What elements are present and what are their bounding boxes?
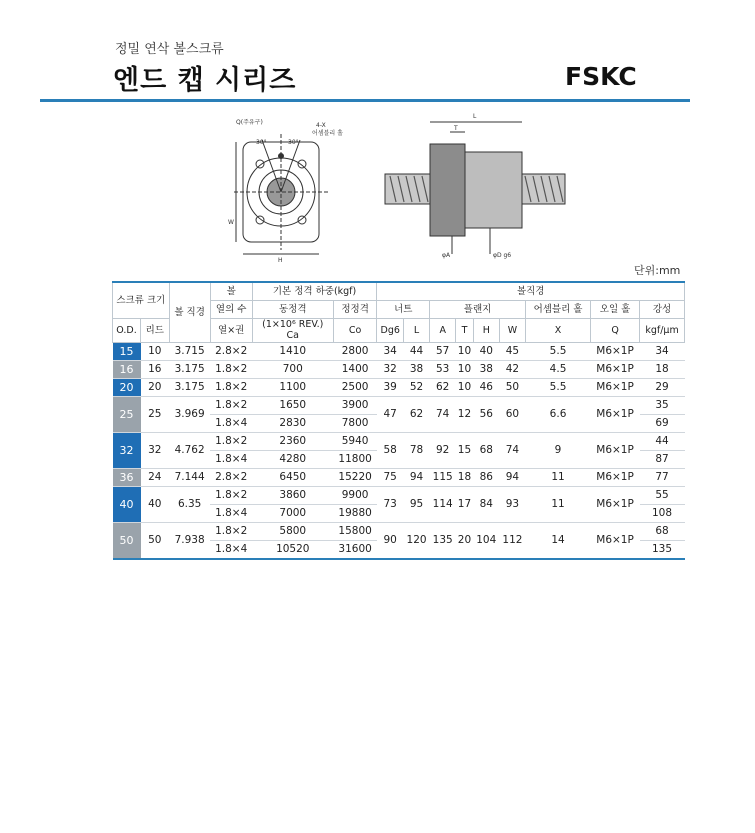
table-cell: 108	[640, 504, 685, 522]
table-cell: 1.8×4	[210, 540, 252, 559]
table-cell: 25	[113, 396, 141, 432]
col-od: O.D.	[113, 319, 141, 343]
table-cell: 2.8×2	[210, 468, 252, 486]
table-cell: 115	[430, 468, 456, 486]
series-subtitle: 정밀 연삭 볼스크류	[115, 42, 224, 57]
table-cell: 15220	[333, 468, 377, 486]
table-cell: 1.8×2	[210, 522, 252, 540]
table-cell: 74	[499, 432, 525, 468]
table-cell: 58	[377, 432, 404, 468]
col-a: A	[430, 319, 456, 343]
table-cell: 75	[377, 468, 404, 486]
table-cell: 93	[499, 486, 525, 522]
table-cell: 50	[499, 378, 525, 396]
table-cell: 19880	[333, 504, 377, 522]
table-cell: 3860	[252, 486, 333, 504]
table-cell: 25	[141, 396, 170, 432]
table-cell: 24	[141, 468, 170, 486]
table-cell: 135	[430, 522, 456, 559]
table-cell: 1.8×2	[210, 432, 252, 450]
page-title: 엔드 캡 시리즈	[113, 65, 297, 96]
col-q: Q	[591, 319, 640, 343]
table-row	[113, 396, 685, 414]
model-code: FSKC	[565, 62, 637, 91]
header-divider	[40, 99, 690, 102]
table-cell: 36	[113, 468, 141, 486]
table-cell: 6450	[252, 468, 333, 486]
table-cell: 5940	[333, 432, 377, 450]
col-dimensions: 볼직경	[377, 282, 685, 301]
col-flange: 플랜지	[430, 301, 526, 319]
table-cell: 7.938	[169, 522, 210, 559]
table-cell: 1410	[252, 342, 333, 360]
table-cell: 47	[377, 396, 404, 432]
table-cell: 35	[640, 396, 685, 414]
unit-label: 단위:mm	[634, 264, 681, 277]
a-dim-label: φA	[442, 252, 451, 259]
table-cell: 5.5	[525, 378, 590, 396]
table-cell: 114	[430, 486, 456, 522]
table-cell: 40	[113, 486, 141, 522]
table-cell: 50	[141, 522, 170, 559]
table-cell: 68	[640, 522, 685, 540]
col-co: Co	[333, 319, 377, 343]
table-row	[113, 468, 685, 486]
table-cell: 700	[252, 360, 333, 378]
assembly-hole-label: 어셈블리 홀	[312, 130, 343, 137]
table-cell: 15	[113, 342, 141, 360]
col-oil: 오일 홀	[591, 301, 640, 319]
table-cell: 40	[141, 486, 170, 522]
table-cell: 39	[377, 378, 404, 396]
table-cell: 44	[640, 432, 685, 450]
hole-count-label: 4-X	[316, 122, 326, 129]
angle-left-label: 30°	[256, 139, 267, 146]
table-cell: 4.5	[525, 360, 590, 378]
table-cell: 2.8×2	[210, 342, 252, 360]
table-cell: 1.8×4	[210, 504, 252, 522]
table-cell: 56	[473, 396, 499, 432]
col-l: L	[403, 319, 429, 343]
table-cell: 2360	[252, 432, 333, 450]
col-ca: (1×10⁶ REV.) Ca	[252, 319, 333, 343]
table-row	[113, 486, 685, 504]
table-cell: 9	[525, 432, 590, 468]
dg6-dim-label: φD g6	[493, 252, 512, 259]
table-row	[113, 360, 685, 378]
table-cell: 5.5	[525, 342, 590, 360]
table-cell: 1650	[252, 396, 333, 414]
table-cell: 4280	[252, 450, 333, 468]
table-cell: 77	[640, 468, 685, 486]
table-cell: 31600	[333, 540, 377, 559]
table-cell: 46	[473, 378, 499, 396]
technical-drawing	[0, 104, 755, 264]
table-cell: 1100	[252, 378, 333, 396]
table-cell: 10	[456, 342, 473, 360]
col-rigidity: 강성	[640, 301, 685, 319]
col-dg6: Dg6	[377, 319, 404, 343]
col-screw-size: 스크류 크기	[113, 282, 170, 319]
col-x: X	[525, 319, 590, 343]
table-cell: 69	[640, 414, 685, 432]
table-cell: 7.144	[169, 468, 210, 486]
table-cell: 32	[141, 432, 170, 468]
table-cell: 52	[403, 378, 429, 396]
table-cell: 40	[473, 342, 499, 360]
table-cell: 32	[113, 432, 141, 468]
front-view	[234, 134, 328, 254]
col-assembly: 어셈블리 홀	[525, 301, 590, 319]
table-cell: 1.8×2	[210, 378, 252, 396]
table-cell: 17	[456, 486, 473, 522]
table-cell: 18	[640, 360, 685, 378]
table-cell: 14	[525, 522, 590, 559]
table-cell: 1.8×2	[210, 486, 252, 504]
col-circuit-count: 열의 수	[210, 301, 252, 319]
table-cell: 87	[640, 450, 685, 468]
table-cell: 6.6	[525, 396, 590, 432]
table-cell: 62	[430, 378, 456, 396]
table-cell: 32	[377, 360, 404, 378]
col-ball-dia: 볼 직경	[169, 282, 210, 342]
l-dim-label: L	[473, 113, 477, 120]
col-t: T	[456, 319, 473, 343]
table-cell: 73	[377, 486, 404, 522]
table-cell: 10520	[252, 540, 333, 559]
table-cell: 104	[473, 522, 499, 559]
table-cell: 1.8×2	[210, 360, 252, 378]
table-cell: 135	[640, 540, 685, 559]
table-cell: 3.715	[169, 342, 210, 360]
table-row	[113, 522, 685, 540]
table-cell: 68	[473, 432, 499, 468]
table-cell: M6×1P	[591, 396, 640, 432]
table-cell: 2800	[333, 342, 377, 360]
t-dim-label: T	[454, 125, 458, 132]
table-cell: 10	[456, 360, 473, 378]
table-cell: 11	[525, 468, 590, 486]
table-cell: M6×1P	[591, 432, 640, 468]
table-cell: 6.35	[169, 486, 210, 522]
col-static: 정정격	[333, 301, 377, 319]
table-cell: 90	[377, 522, 404, 559]
spec-table	[112, 281, 685, 560]
table-cell: 1.8×2	[210, 396, 252, 414]
table-cell: 7000	[252, 504, 333, 522]
table-cell: 11	[525, 486, 590, 522]
oil-hole-label: Q(주유구)	[236, 119, 263, 126]
table-cell: 55	[640, 486, 685, 504]
table-cell: 16	[141, 360, 170, 378]
table-cell: 2500	[333, 378, 377, 396]
table-cell: 2830	[252, 414, 333, 432]
col-nut: 너트	[377, 301, 430, 319]
table-cell: 94	[403, 468, 429, 486]
table-cell: 34	[377, 342, 404, 360]
table-cell: 84	[473, 486, 499, 522]
table-cell: 50	[113, 522, 141, 559]
table-cell: 29	[640, 378, 685, 396]
table-cell: 3.969	[169, 396, 210, 432]
table-cell: 20	[113, 378, 141, 396]
side-view	[385, 122, 565, 254]
table-cell: M6×1P	[591, 378, 640, 396]
table-cell: M6×1P	[591, 486, 640, 522]
table-cell: 120	[403, 522, 429, 559]
table-cell: 86	[473, 468, 499, 486]
table-cell: 10	[456, 378, 473, 396]
table-cell: 3900	[333, 396, 377, 414]
table-cell: 94	[499, 468, 525, 486]
table-cell: M6×1P	[591, 522, 640, 559]
table-cell: 1400	[333, 360, 377, 378]
col-circuit: 열×권	[210, 319, 252, 343]
table-cell: 10	[141, 342, 170, 360]
table-cell: 62	[403, 396, 429, 432]
table-cell: 20	[456, 522, 473, 559]
table-cell: 45	[499, 342, 525, 360]
table-cell: 38	[403, 360, 429, 378]
col-w: W	[499, 319, 525, 343]
table-cell: 74	[430, 396, 456, 432]
table-cell: 1.8×4	[210, 450, 252, 468]
table-cell: 11800	[333, 450, 377, 468]
table-cell: 18	[456, 468, 473, 486]
table-row	[113, 378, 685, 396]
table-cell: 7800	[333, 414, 377, 432]
table-cell: 9900	[333, 486, 377, 504]
col-ball: 볼	[210, 282, 252, 301]
table-cell: 4.762	[169, 432, 210, 468]
col-dynamic: 동정격	[252, 301, 333, 319]
table-cell: 15	[456, 432, 473, 468]
h-dim-label: H	[278, 257, 283, 264]
table-cell: M6×1P	[591, 342, 640, 360]
table-cell: 5800	[252, 522, 333, 540]
col-k: kgf/μm	[640, 319, 685, 343]
table-cell: 15800	[333, 522, 377, 540]
table-cell: 44	[403, 342, 429, 360]
table-cell: 20	[141, 378, 170, 396]
table-cell: 16	[113, 360, 141, 378]
table-cell: M6×1P	[591, 468, 640, 486]
table-cell: M6×1P	[591, 360, 640, 378]
table-row	[113, 342, 685, 360]
table-cell: 57	[430, 342, 456, 360]
table-cell: 42	[499, 360, 525, 378]
table-cell: 34	[640, 342, 685, 360]
col-load: 기본 정격 하중(kgf)	[252, 282, 377, 301]
table-cell: 53	[430, 360, 456, 378]
col-lead: 리드	[141, 319, 170, 343]
col-h: H	[473, 319, 499, 343]
table-cell: 60	[499, 396, 525, 432]
angle-right-label: 30°	[288, 139, 299, 146]
table-cell: 1.8×4	[210, 414, 252, 432]
table-cell: 3.175	[169, 360, 210, 378]
table-cell: 12	[456, 396, 473, 432]
table-cell: 3.175	[169, 378, 210, 396]
table-row	[113, 432, 685, 450]
w-dim-label: W	[228, 219, 234, 226]
table-cell: 78	[403, 432, 429, 468]
table-cell: 92	[430, 432, 456, 468]
table-cell: 38	[473, 360, 499, 378]
table-cell: 112	[499, 522, 525, 559]
table-cell: 95	[403, 486, 429, 522]
